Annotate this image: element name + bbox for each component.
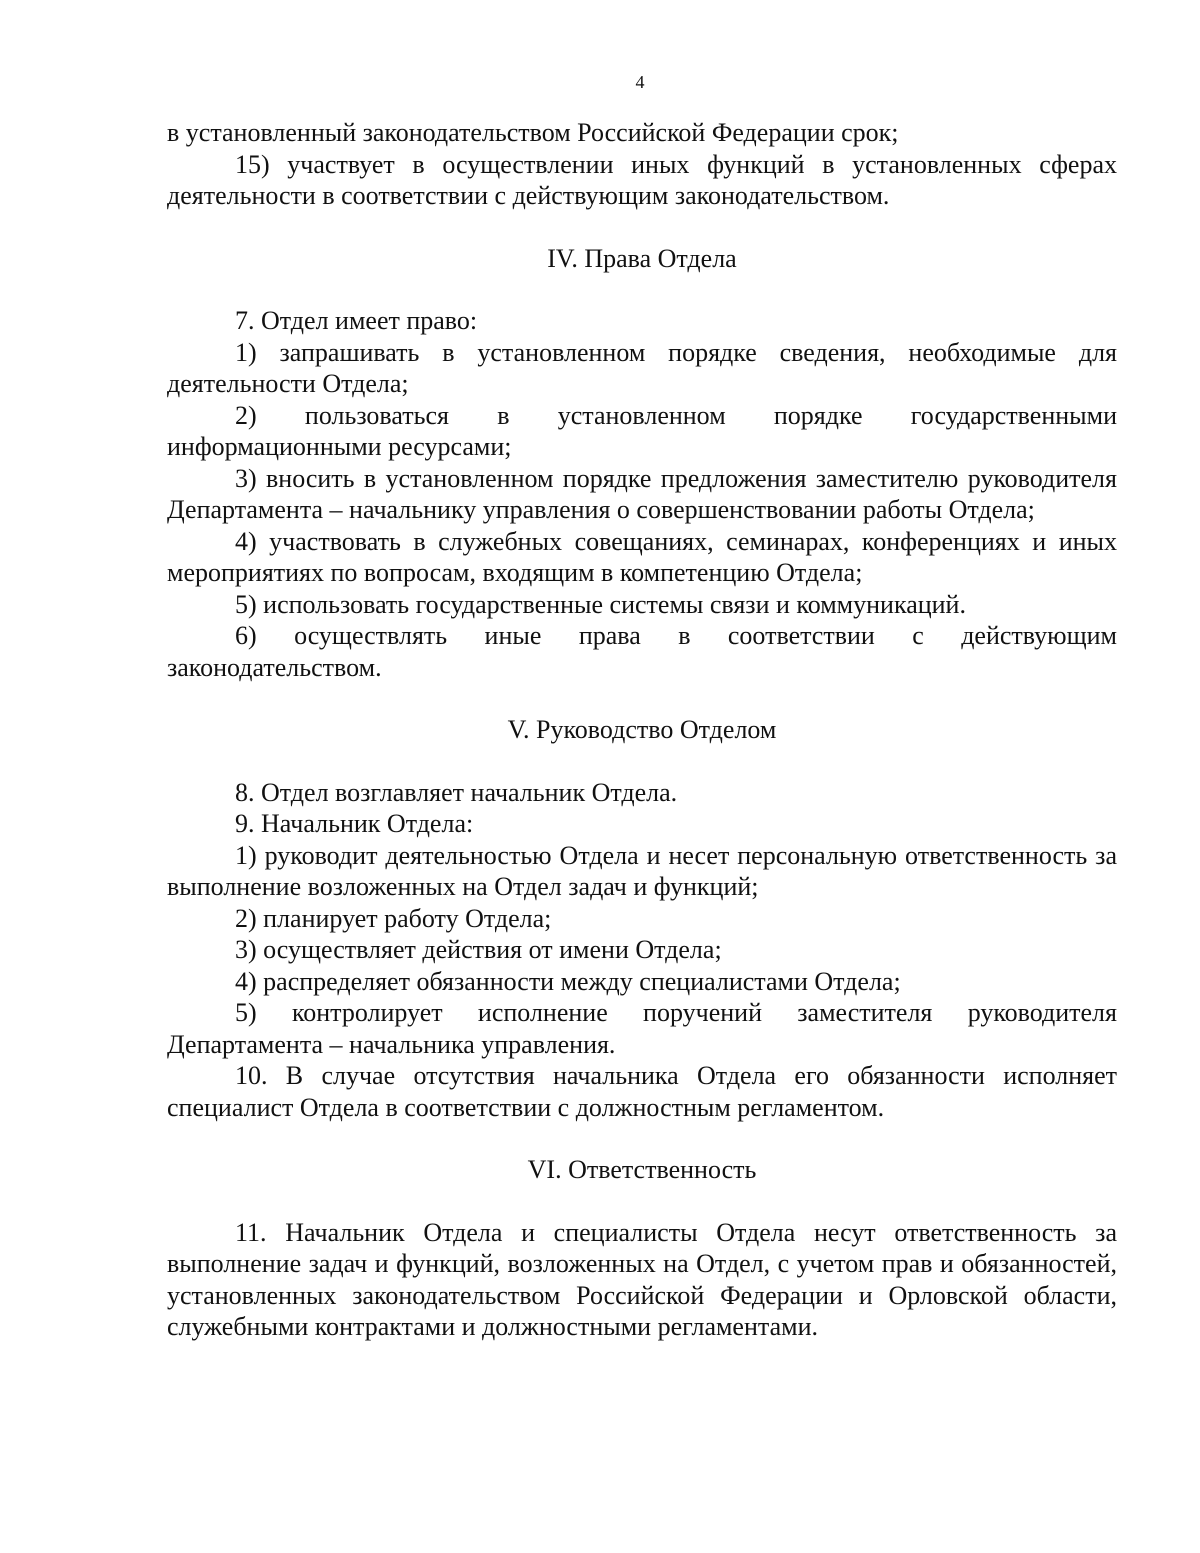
paragraph-8: 8. Отдел возглавляет начальник Отдела. bbox=[235, 777, 678, 807]
paragraph-7-lead: 7. Отдел имеет право: bbox=[235, 306, 478, 335]
paragraph-9-lead: 9. Начальник Отдела: bbox=[235, 809, 474, 838]
rights-item-6: 6) осуществлять иные права в соответствии с действующим законодательством. bbox=[167, 621, 1117, 682]
page-number: 4 bbox=[635, 72, 645, 92]
rights-item-3: 3) вносить в установленном порядке предложения заместителю руководителя Департамента – начальнику управления о совершенствовании работы Отдела; bbox=[167, 463, 1117, 524]
document-body bbox=[167, 117, 1117, 1343]
head-duty-item-5: 5) контролирует исполнение поручений заместителя руководителя Департамента – начальника управления. bbox=[167, 998, 1117, 1059]
section-heading-rights: IV. Права Отдела bbox=[547, 243, 737, 273]
rights-item-5: 5) использовать государственные системы связи и коммуникаций. bbox=[235, 589, 966, 619]
rights-item-4: 4) участвовать в служебных совещаниях, семинарах, конференциях и иных мероприятиях по вопросам, входящим в компетенцию Отдела; bbox=[167, 526, 1117, 587]
rights-item-1: 1) запрашивать в установленном порядке сведения, необходимые для деятельности Отдела; bbox=[167, 337, 1117, 398]
head-duty-item-2: 2) планирует работу Отдела; bbox=[235, 903, 552, 933]
list-item-15: 15) участвует в осуществлении иных функций в установленных сферах деятельности в соответствии с действующим законодательством. bbox=[167, 149, 1117, 210]
rights-item-2: 2) пользоваться в установленном порядке государственными информационными ресурсами; bbox=[167, 400, 1117, 461]
head-duty-item-4: 4) распределяет обязанности между специалистами Отдела; bbox=[235, 966, 901, 996]
paragraph-continuation: в установленный законодательством Российской Федерации срок; bbox=[167, 118, 899, 147]
section-heading-management: V. Руководство Отделом bbox=[507, 715, 777, 744]
head-duty-item-1: 1) руководит деятельностью Отдела и несет персональную ответственность за выполнение возложенных на Отдел задач и функций; bbox=[167, 840, 1117, 901]
section-heading-responsibility: VI. Ответственность bbox=[527, 1155, 757, 1184]
paragraph-11: 11. Начальник Отдела и специалисты Отдела несут ответственность за выполнение задач и функций, возложенных на Отдел, с учетом прав и обязанностей, установленных законодательством Российской Федерации и Орловской области, служебными контрактами и должностными регламентами. bbox=[167, 1217, 1117, 1341]
paragraph-10: 10. В случае отсутствия начальника Отдела его обязанности исполняет специалист Отдела в соответствии с должностным регламентом. bbox=[167, 1061, 1117, 1122]
head-duty-item-3: 3) осуществляет действия от имени Отдела; bbox=[235, 935, 722, 964]
